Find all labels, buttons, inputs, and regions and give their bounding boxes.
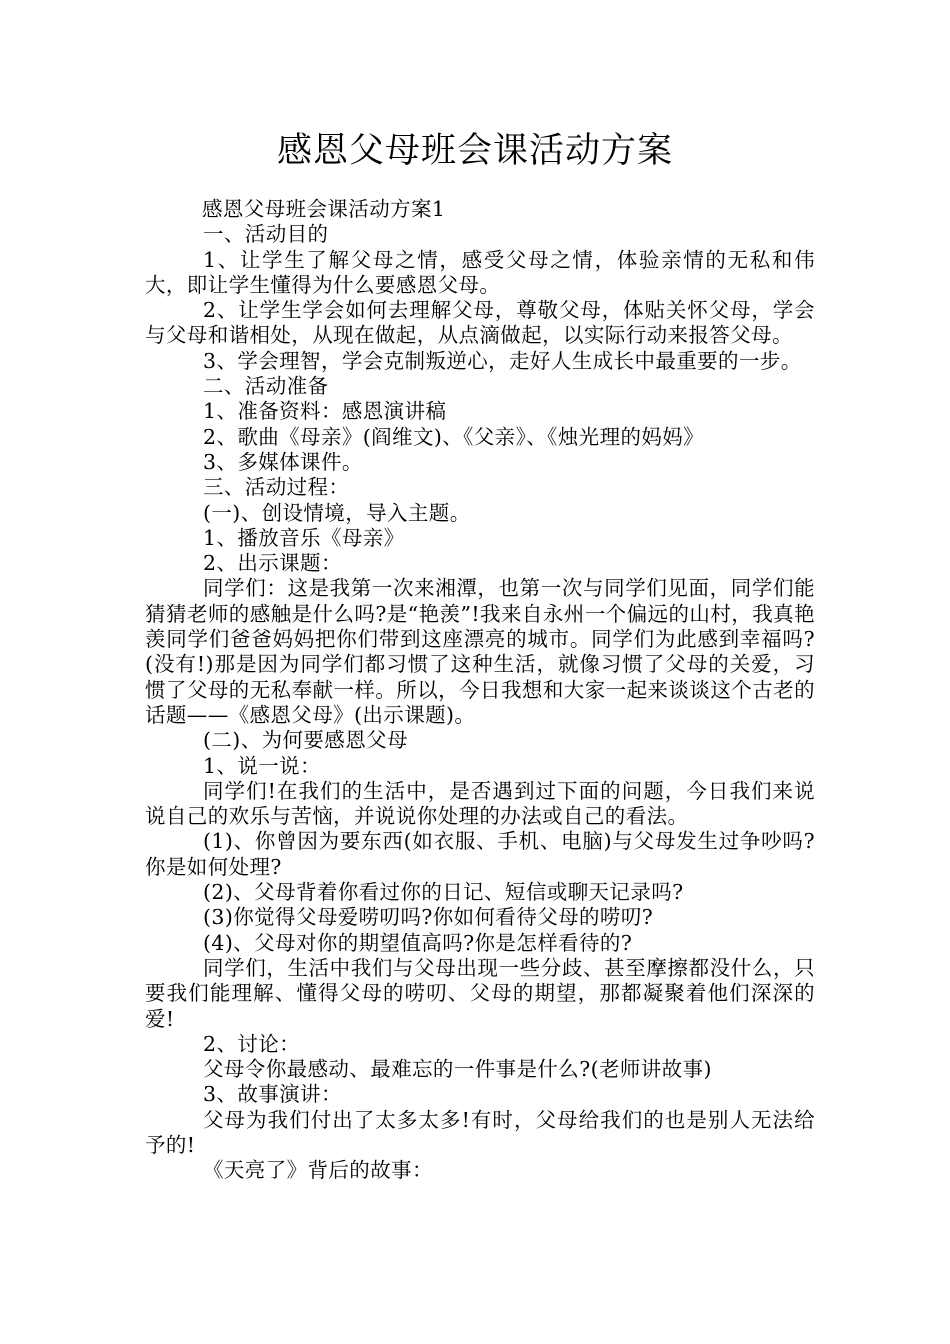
intro-paragraph: 同学们：这是我第一次来湘潭，也第一次与同学们见面，同学们能猜猜老师的感触是什么吗?是“艳羡”!我来自永州一个偏远的山村，我真艳羡同学们爸爸妈妈把你们带到这座漂亮的城市。同学们为此感到幸福吗?(没有!)那是因为同学们都习惯了这种生活，就像习惯了父母的关爱，习惯了父母的无私奉献一样。所以，今日我想和大家一起来谈谈这个古老的话题——《感恩父母》(出示课题)。 — [145, 576, 815, 727]
discussion-intro-paragraph: 同学们!在我们的生活中，是否遇到过下面的问题，今日我们来说说自己的欢乐与苦恼，并说说你处理的办法或自己的看法。 — [145, 778, 815, 829]
heading-activity-preparation: 二、活动准备 — [203, 374, 329, 399]
process-item-play-music: 1、播放音乐《母亲》 — [203, 525, 405, 550]
preparation-item-3: 3、多媒体课件。 — [203, 449, 363, 474]
subheading-create-scene: (一)、创设情境，导入主题。 — [203, 500, 471, 525]
goal-item-2: 2、让学生学会如何去理解父母，尊敬父母，体贴关怀父母，学会与父母和谐相处，从现在做起，从点滴做起，以实际行动来报答父母。 — [145, 298, 815, 348]
preparation-item-1: 1、准备资料：感恩演讲稿 — [203, 399, 447, 424]
question-2: (2)、父母背着你看过你的日记、短信或聊天记录吗? — [203, 880, 684, 905]
question-3: (3)你觉得父母爱唠叨吗?你如何看待父母的唠叨? — [203, 905, 654, 930]
process-item-show-topic: 2、出示课题： — [203, 551, 342, 576]
story-intro-paragraph: 父母为我们付出了太多太多!有时，父母给我们的也是别人无法给予的! — [145, 1107, 815, 1157]
subheading-why-grateful: (二)、为何要感恩父母 — [203, 728, 408, 753]
document-body — [145, 197, 815, 1184]
question-1: (1)、你曾因为要东西(如衣服、手机、电脑)与父母发生过争吵吗?你是如何处理? — [145, 829, 815, 879]
item-say-something: 1、说一说： — [203, 753, 321, 778]
goal-item-1: 1、让学生了解父母之情，感受父母之情，体验亲情的无私和伟大，即让学生懂得为什么要感恩父母。 — [145, 247, 815, 297]
story-title-line: 《天亮了》背后的故事： — [203, 1158, 433, 1183]
section-heading: 感恩父母班会课活动方案1 — [202, 197, 446, 221]
summary-paragraph: 同学们，生活中我们与父母出现一些分歧、甚至摩擦都没什么，只要我们能理解、懂得父母的唠叨、父母的期望，那都凝聚着他们深深的爱! — [145, 955, 815, 1031]
question-4: (4)、父母对你的期望值高吗?你是怎样看待的? — [203, 930, 633, 955]
discussion-question: 父母令你最感动、最难忘的一件事是什么?(老师讲故事) — [203, 1057, 712, 1082]
item-discussion: 2、讨论： — [203, 1031, 301, 1056]
preparation-item-2: 2、歌曲《母亲》(阎维文)、《父亲》、《烛光理的妈妈》 — [203, 424, 705, 449]
heading-activity-process: 三、活动过程： — [203, 475, 350, 500]
goal-item-3: 3、学会理智，学会克制叛逆心，走好人生成长中最重要的一步。 — [203, 348, 802, 373]
item-story-speech: 3、故事演讲： — [203, 1082, 342, 1107]
heading-activity-goals: 一、活动目的 — [203, 222, 329, 247]
document-title: 感恩父母班会课活动方案 — [276, 131, 673, 171]
